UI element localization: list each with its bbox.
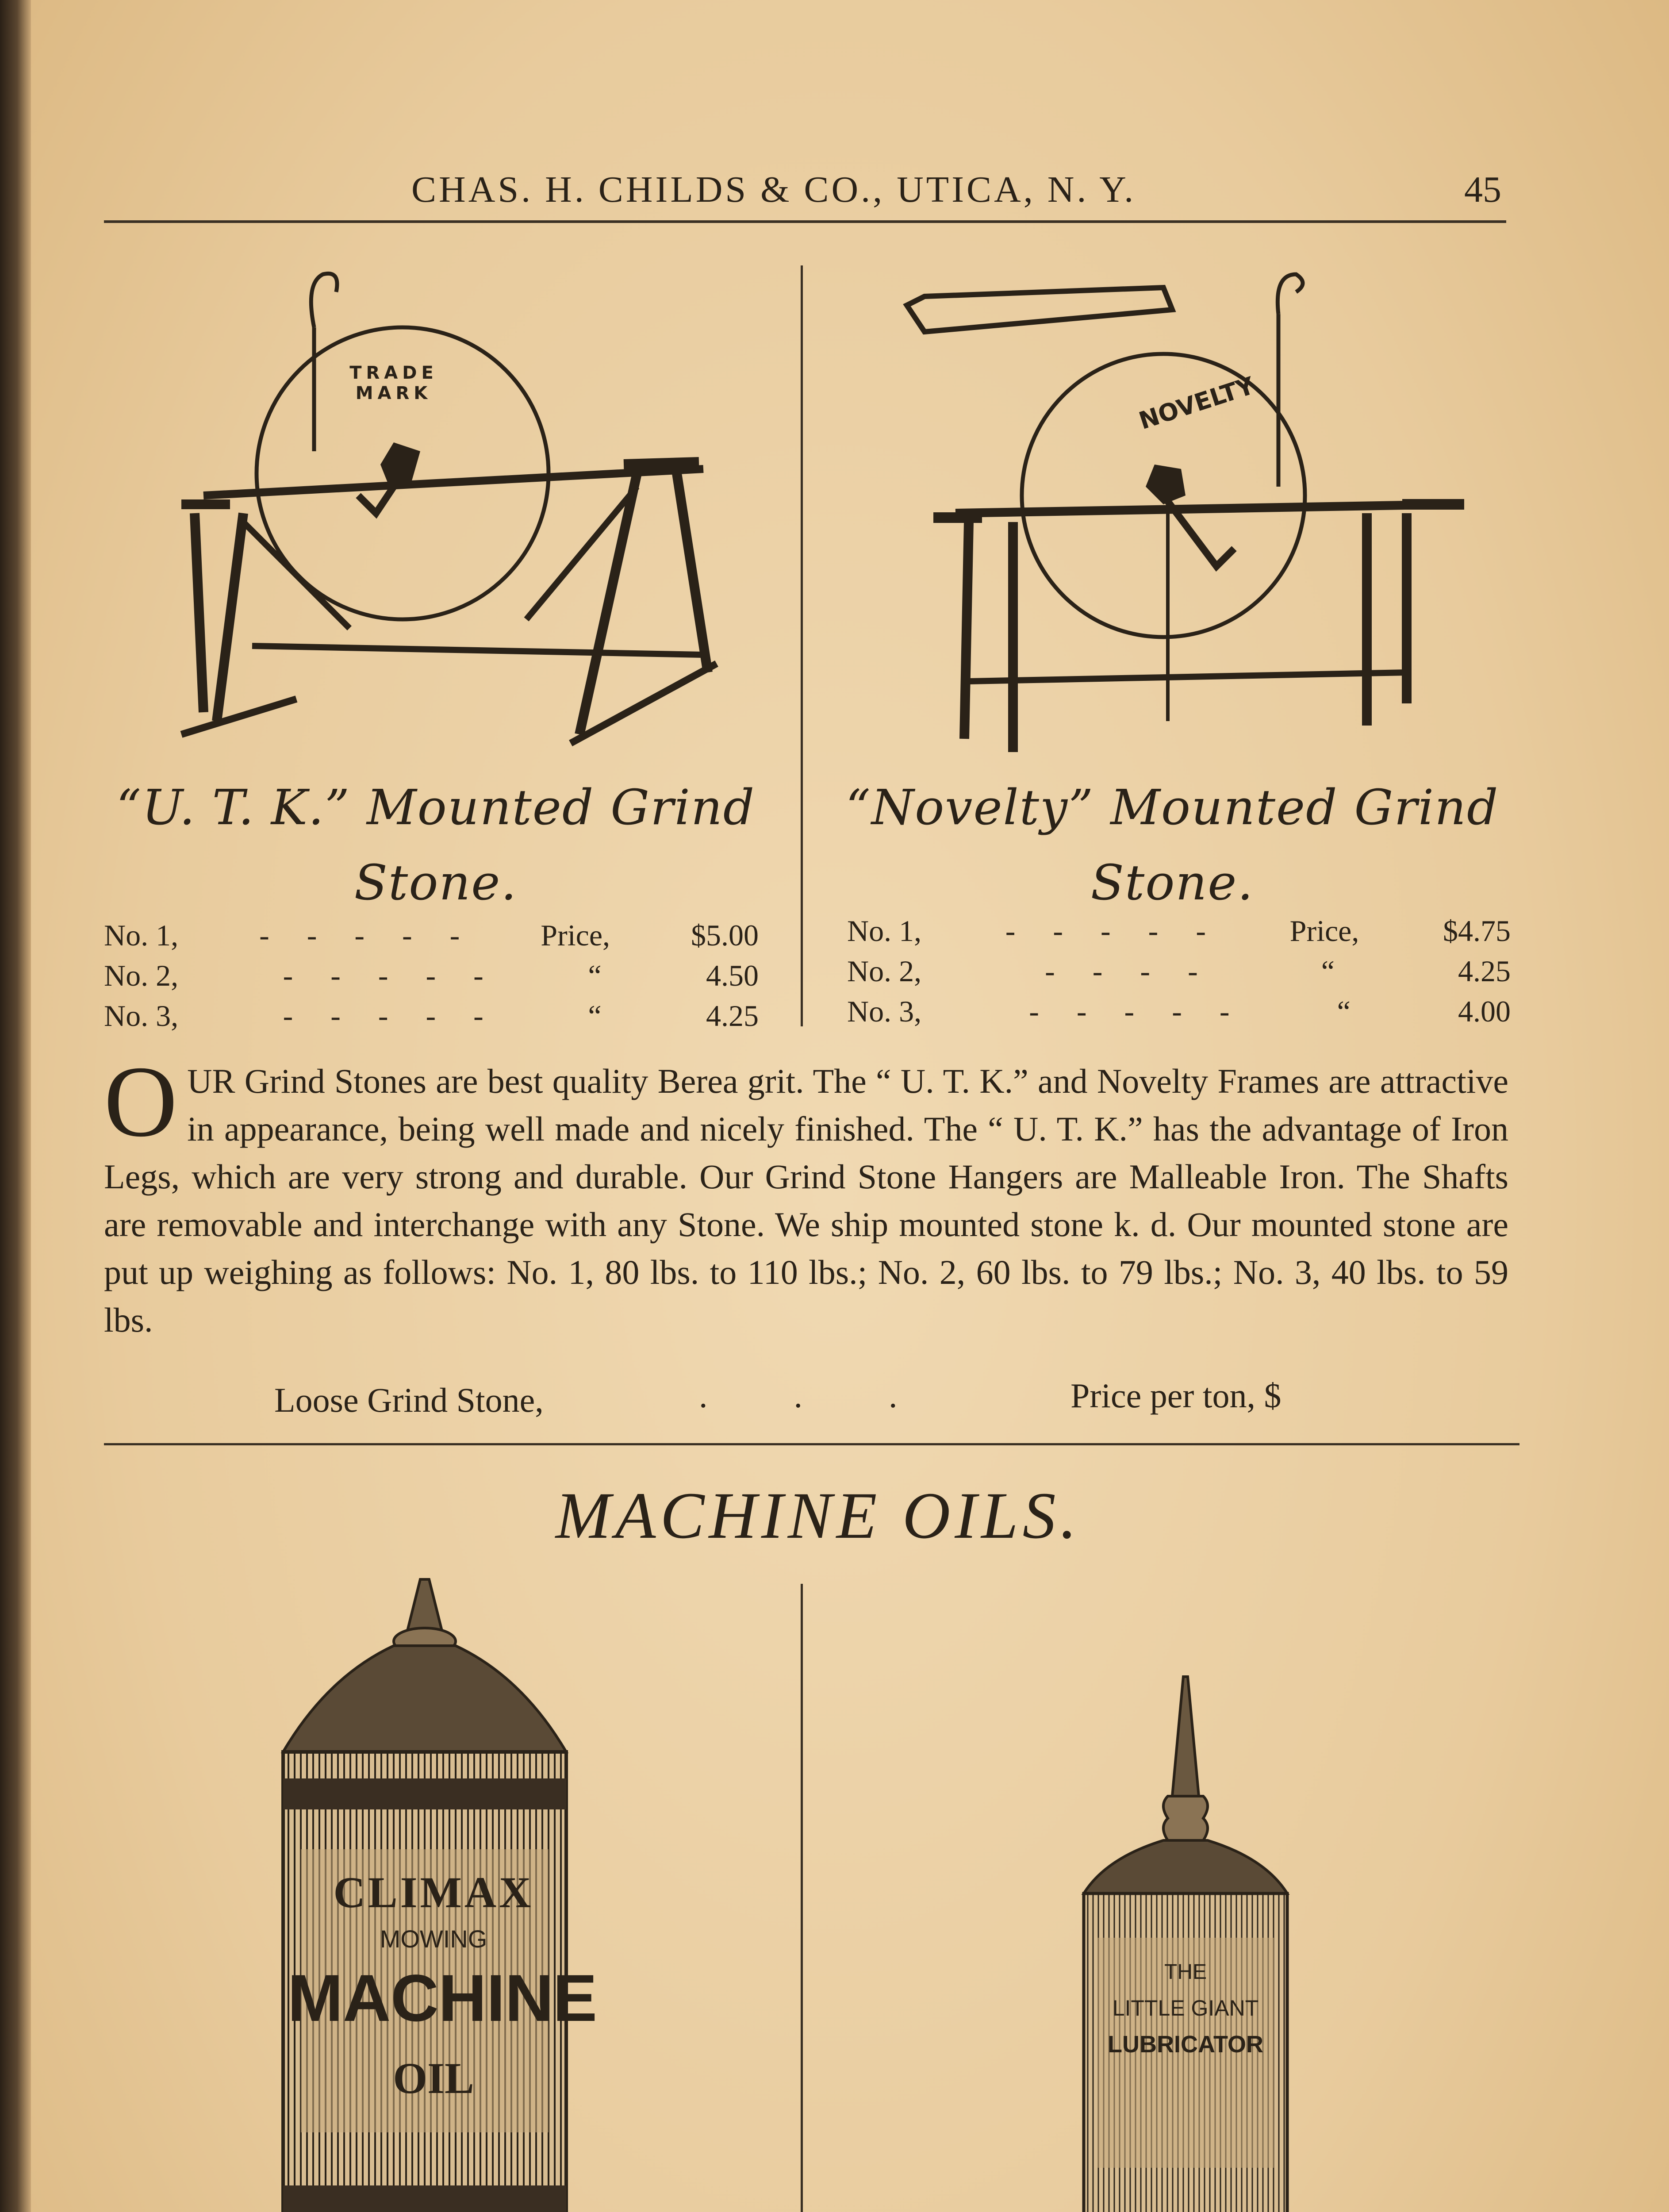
loose-stone-leader-dots: . . . xyxy=(699,1376,898,1415)
utk-row-price-label: “ xyxy=(588,999,602,1033)
novelty-row-dashes: - - - - - xyxy=(1005,914,1206,948)
loose-stone-label: Loose Grind Stone, xyxy=(274,1381,544,1419)
climax-can-machine: MACHINE xyxy=(288,1961,597,2035)
description-paragraph xyxy=(104,1045,1508,1344)
novelty-price-row-3 xyxy=(847,994,1511,1029)
utk-row-price: $5.00 xyxy=(691,918,759,952)
loose-stone-price: Price per ton, $ xyxy=(1070,1376,1281,1415)
utk-row-price-label: Price, xyxy=(541,918,610,952)
little-giant-oil-can-illustration xyxy=(1070,1672,1301,2212)
novelty-row-price-label: Price, xyxy=(1289,914,1359,948)
utk-row-price: 4.50 xyxy=(706,959,759,992)
utk-grindstone-illustration xyxy=(128,265,739,765)
utk-row-no: No. 3, xyxy=(104,999,179,1033)
giant-can-the: THE xyxy=(1164,1960,1207,1984)
column-divider-bottom xyxy=(801,1584,803,2212)
novelty-wheel-label: NOVELTY xyxy=(1135,371,1258,435)
drop-cap: O xyxy=(104,1045,178,1158)
giant-can-lubricator: LUBRICATOR xyxy=(1108,2031,1263,2058)
novelty-row-no: No. 3, xyxy=(847,995,922,1028)
page-header-title: CHAS. H. CHILDS & CO., UTICA, N. Y. xyxy=(411,169,1136,210)
column-divider-top xyxy=(801,265,803,1026)
novelty-row-dashes: - - - - xyxy=(1045,954,1198,988)
climax-can-brand: CLIMAX xyxy=(333,1868,534,1917)
novelty-row-price: $4.75 xyxy=(1443,914,1511,948)
utk-row-no: No. 1, xyxy=(104,918,179,952)
utk-row-dashes: - - - - - xyxy=(283,999,483,1033)
novelty-row-no: No. 1, xyxy=(847,914,922,948)
climax-can-mowing: MOWING xyxy=(380,1925,487,1953)
novelty-price-row-1 xyxy=(847,914,1511,949)
section-rule xyxy=(104,1443,1519,1445)
utk-price-row-3 xyxy=(104,998,759,1033)
utk-price-list xyxy=(104,918,759,1033)
utk-wheel-trademark: TRADE MARK xyxy=(349,363,438,403)
utk-row-dashes: - - - - - xyxy=(283,959,483,992)
novelty-row-price-label: “ xyxy=(1321,954,1335,988)
novelty-row-price: 4.25 xyxy=(1458,954,1511,988)
novelty-price-row-2 xyxy=(847,954,1511,989)
machine-oils-heading: MACHINE OILS. xyxy=(555,1479,1082,1552)
utk-row-price-label: “ xyxy=(588,959,602,992)
utk-row-dashes: - - - - - xyxy=(259,918,460,952)
utk-price-row-1 xyxy=(104,918,759,953)
giant-can-name: LITTLE GIANT xyxy=(1112,1996,1259,2020)
description-text: UR Grind Stones are best quality Berea grit. The “ U. T. K.” and Novelty Frames are attractive in appearance, being well made and nicely finished. The “ U. T. K.” has the advantage of Iron Legs, which are very strong and durable. Our Grind Stone Hangers are Malleable Iron. The Shafts are removable and interchange with any Stone. We ship mounted stone k. d. Our mounted stone are put up weighing as follows: No. 1, 80 lbs. to 110 lbs.; No. 2, 60 lbs. to 79 lbs.; No. 3, 40 lbs. to 59 lbs. xyxy=(104,1062,1508,1339)
novelty-row-no: No. 2, xyxy=(847,954,922,988)
novelty-grindstone-illustration xyxy=(898,257,1517,770)
utk-row-price: 4.25 xyxy=(706,999,759,1033)
novelty-price-list xyxy=(847,914,1511,1029)
novelty-row-price-label: “ xyxy=(1337,995,1351,1028)
novelty-row-price: 4.00 xyxy=(1458,995,1511,1028)
climax-can-oil: OIL xyxy=(393,2054,474,2103)
utk-price-row-2 xyxy=(104,958,759,993)
utk-row-no: No. 2, xyxy=(104,959,179,992)
novelty-row-dashes: - - - - - xyxy=(1029,995,1230,1028)
utk-product-title: “U. T. K.” Mounted Grind Stone. xyxy=(116,779,756,911)
book-binding-edge xyxy=(0,0,31,2212)
novelty-product-title: “Novelty” Mounted Grind Stone. xyxy=(845,779,1499,911)
header-rule xyxy=(104,220,1506,223)
page-number: 45 xyxy=(1464,169,1501,210)
